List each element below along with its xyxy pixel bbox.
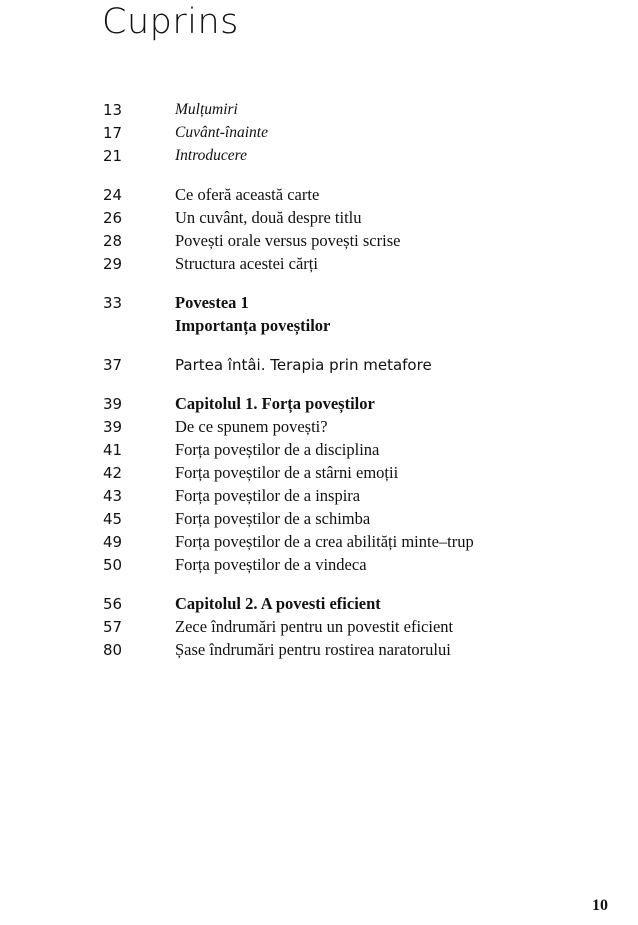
page-title: Cuprins [102,2,239,42]
table-of-contents [103,100,603,663]
toc-page-number: 24 [103,186,123,204]
toc-entry-title: Importanța poveștilor [175,316,331,335]
toc-page-number: 45 [103,510,123,528]
toc-page-number: 41 [103,441,123,459]
toc-page-number: 26 [103,209,123,227]
toc-page-number: 42 [103,464,123,482]
toc-entry [103,123,603,146]
toc-entry [103,355,603,378]
toc-entry [103,146,603,169]
toc-entry [103,231,603,254]
toc-entry-title: Povestea 1 [175,293,249,312]
toc-page-number: 37 [103,356,123,374]
toc-entry-title: Forța poveștilor de a schimba [175,509,371,528]
toc-entry-title: Forța poveștilor de a crea abilități minte–trup [175,532,474,551]
toc-entry-title: De ce spunem povești? [175,417,328,436]
toc-entry-title: Forța poveștilor de a disciplina [175,440,380,459]
toc-page-number: 56 [103,595,123,613]
toc-entry-title: Capitolul 1. Forța poveștilor [175,394,375,413]
toc-entry [103,316,603,339]
toc-page-number: 33 [103,294,123,312]
toc-page-number: 29 [103,255,123,273]
toc-entry [103,185,603,208]
toc-entry [103,440,603,463]
toc-entry-title: Capitolul 2. A povesti eficient [175,594,381,613]
toc-entry [103,293,603,316]
toc-entry [103,208,603,231]
toc-page-number: 17 [103,124,123,142]
toc-entry-title: Partea întâi. Terapia prin metafore [175,356,432,374]
toc-entry [103,594,603,617]
toc-entry-title: Un cuvânt, două despre titlu [175,208,362,227]
toc-page-number: 50 [103,556,123,574]
section-gap [103,169,603,185]
toc-entry [103,640,603,663]
toc-entry [103,417,603,440]
toc-entry [103,463,603,486]
toc-page-number: 39 [103,395,123,413]
page-number: 10 [592,897,608,914]
toc-entry [103,394,603,417]
toc-entry-title: Forța poveștilor de a vindeca [175,555,367,574]
section-gap [103,578,603,594]
toc-entry [103,100,603,123]
section-gap [103,378,603,394]
toc-page-number: 39 [103,418,123,436]
toc-page-number: 13 [103,101,123,119]
toc-page-number: 28 [103,232,123,250]
toc-entry [103,486,603,509]
toc-page-number: 80 [103,641,123,659]
toc-entry [103,555,603,578]
toc-page-number: 57 [103,618,123,636]
toc-entry [103,532,603,555]
toc-entry-title: Șase îndrumări pentru rostirea naratorului [175,640,451,659]
toc-entry-title: Povești orale versus povești scrise [175,231,401,250]
toc-entry-title: Ce oferă această carte [175,185,320,204]
toc-entry-title: Introducere [175,147,248,164]
toc-page-number: 21 [103,147,123,165]
toc-entry [103,509,603,532]
toc-entry-title: Forța poveștilor de a inspira [175,486,361,505]
toc-page-number: 49 [103,533,123,551]
toc-entry-title: Mulțumiri [175,101,238,118]
section-gap [103,339,603,355]
toc-entry-title: Forța poveștilor de a stârni emoții [175,463,399,482]
toc-entry [103,617,603,640]
section-gap [103,277,603,293]
toc-entry-title: Structura acestei cărți [175,254,318,273]
toc-page-number: 43 [103,487,123,505]
toc-entry-title: Zece îndrumări pentru un povestit eficient [175,617,454,636]
toc-entry [103,254,603,277]
toc-entry-title: Cuvânt-înainte [175,124,268,141]
